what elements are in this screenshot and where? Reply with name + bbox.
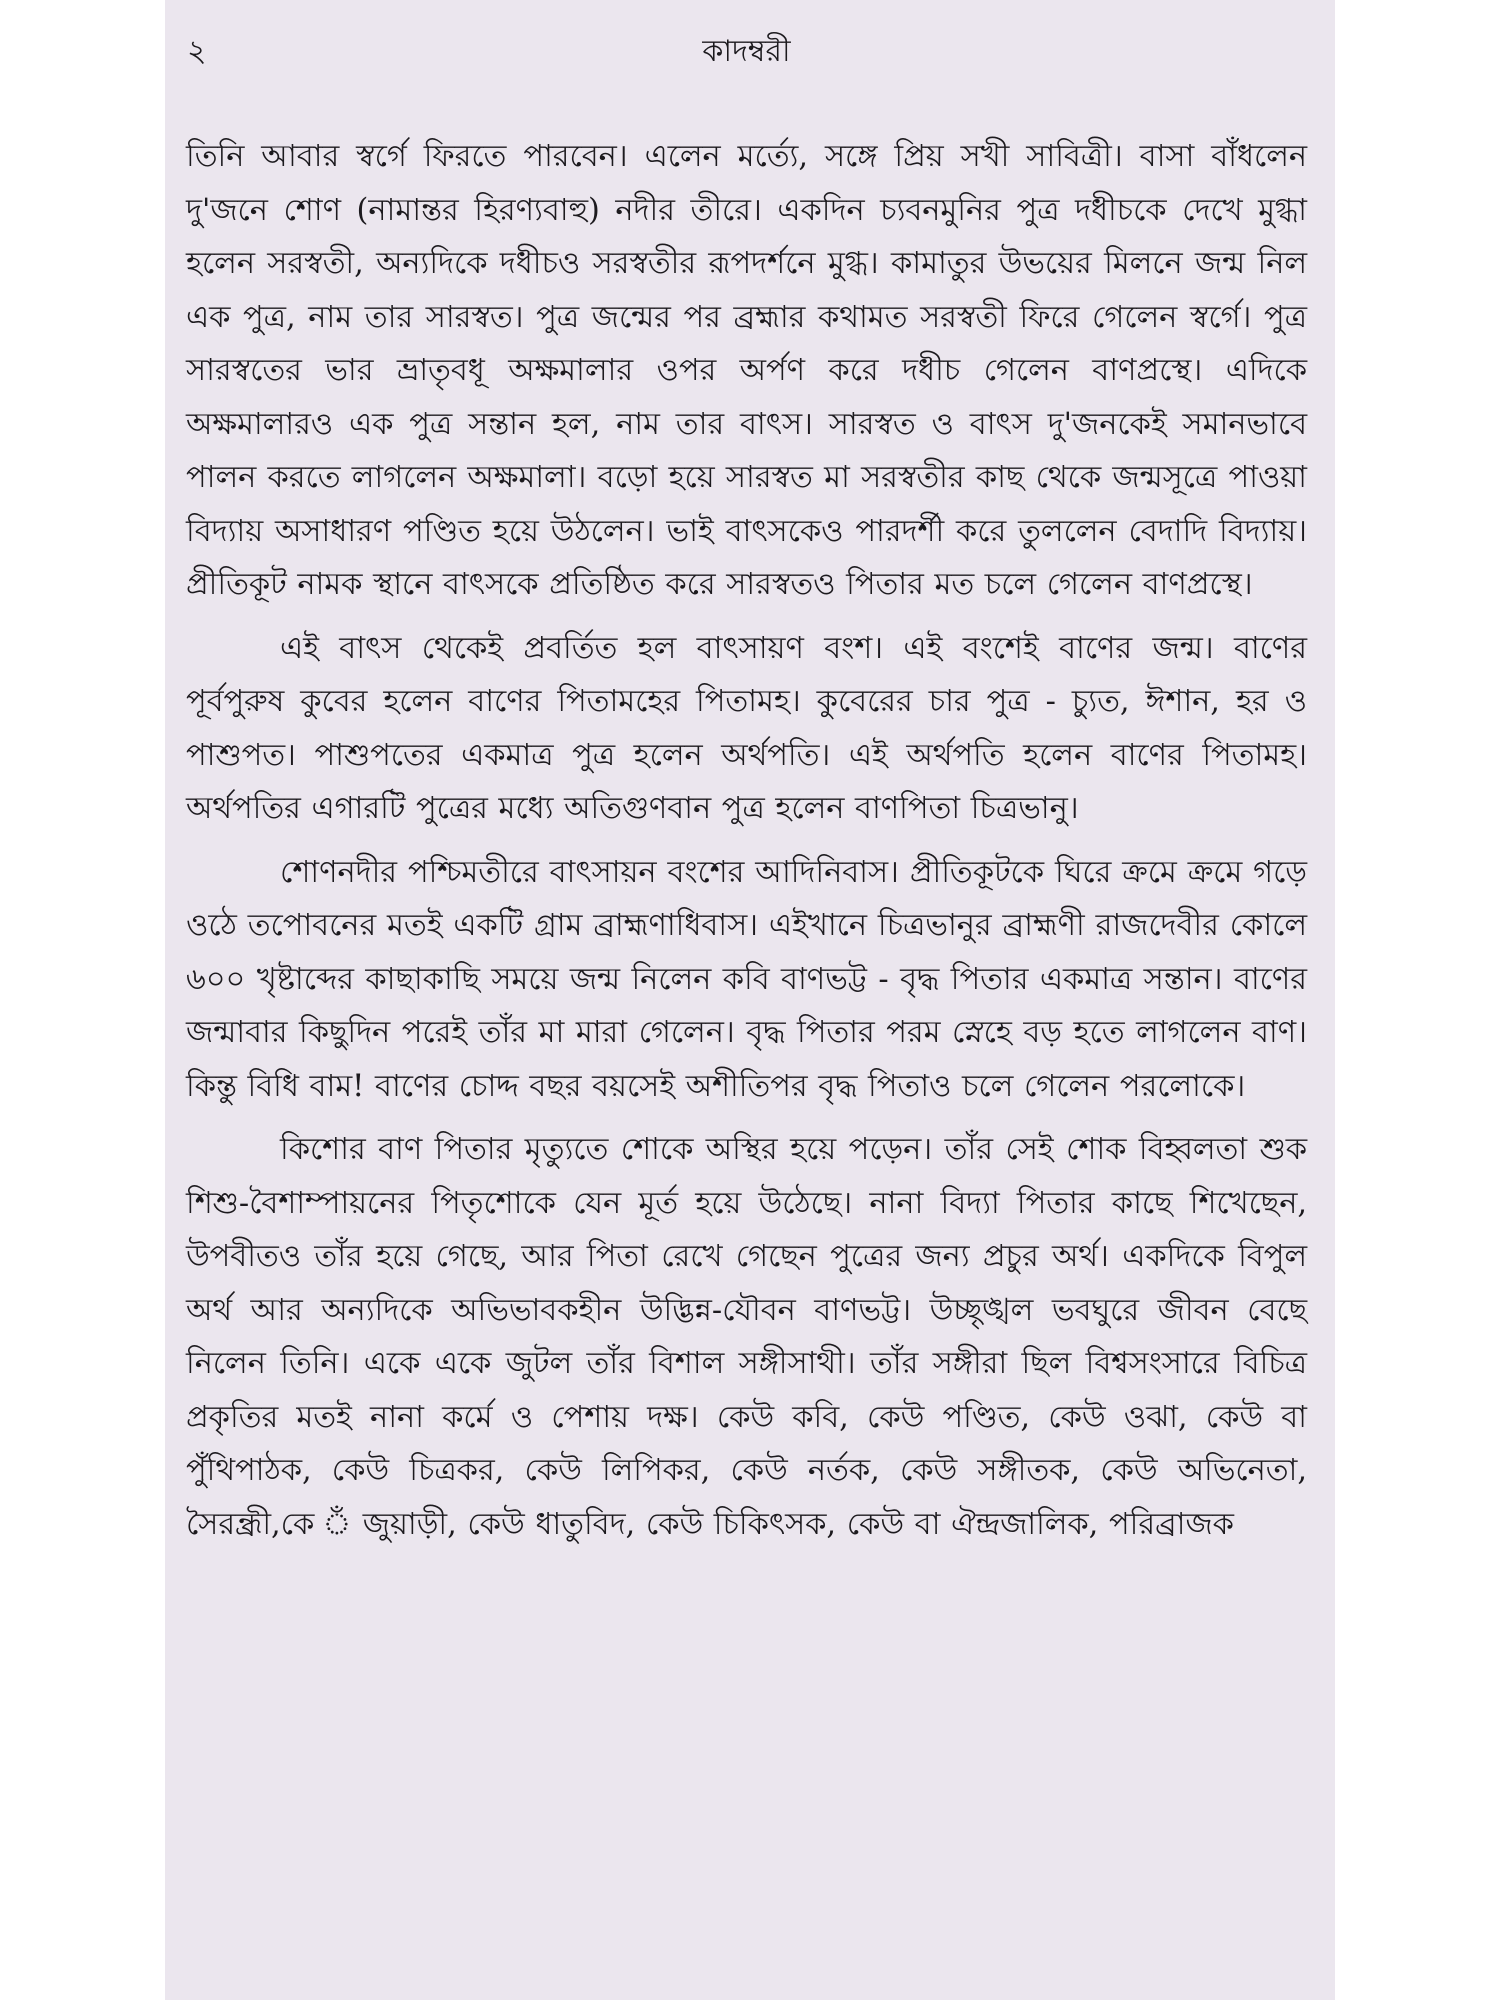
page-header: [186, 32, 1307, 72]
paragraph-2: এই বাৎস থেকেই প্রবর্তিত হল বাৎসায়ণ বংশ। এই বংশেই বাণের জন্ম। বাণের পূর্বপুরুষ কুবের হলেন বাণের পিতামহের পিতামহ। কুবেরের চার পুত্র - চ্যুত, ঈশান, হর ও পাশুপত। পাশুপতের একমাত্র পুত্র হলেন অর্থপতি। এই অর্থপতি হলেন বাণের পিতামহ। অর্থপতির এগারটি পুত্রের মধ্যে অতিগুণবান পুত্র হলেন বাণপিতা চিত্রভানু।: [186, 630, 1307, 826]
paragraph-4: কিশোর বাণ পিতার মৃত্যুতে শোকে অস্থির হয়ে পড়েন। তাঁর সেই শোক বিহ্বলতা শুক শিশু-বৈশাম্পায়নের পিতৃশোকে যেন মূর্ত হয়ে উঠেছে। নানা বিদ্যা পিতার কাছে শিখেছেন, উপবীতও তাঁর হয়ে গেছে, আর পিতা রেখে গেছেন পুত্রের জন্য প্রচুর অর্থ। একদিকে বিপুল অর্থ আর অন্যদিকে অভিভাবকহীন উদ্ভিন্ন-যৌবন বাণভট্ট। উচ্ছৃঙ্খল ভবঘুরে জীবন বেছে নিলেন তিনি। একে একে জুটল তাঁর বিশাল সঙ্গীসাথী। তাঁর সঙ্গীরা ছিল বিশ্বসংসারে বিচিত্র প্রকৃতির মতই নানা কর্মে ও পেশায় দক্ষ। কেউ কবি, কেউ পণ্ডিত, কেউ ওঝা, কেউ বা পুঁথিপাঠক, কেউ চিত্রকর, কেউ লিপিকর, কেউ নর্তক, কেউ সঙ্গীতক, কেউ অভিনেতা, সৈরন্ধ্রী,কে ঁ জুয়াড়ী, কেউ ধাতুবিদ, কেউ চিকিৎসক, কেউ বা ঐন্দ্রজালিক, পরিব্রাজক: [186, 1132, 1307, 1542]
paragraph-3: শোণনদীর পশ্চিমতীরে বাৎসায়ন বংশের আদিনিবাস। প্রীতিকূটকে ঘিরে ক্রমে ক্রমে গড়ে ওঠে তপোবনের মতই একটি গ্রাম ব্রাহ্মণাধিবাস। এইখানে চিত্রভানুর ব্রাহ্মণী রাজদেবীর কোলে ৬০০ খৃষ্টাব্দের কাছাকাছি সময়ে জন্ম নিলেন কবি বাণভট্ট - বৃদ্ধ পিতার একমাত্র সন্তান। বাণের জন্মাবার কিছুদিন পরেই তাঁর মা মারা গেলেন। বৃদ্ধ পিতার পরম স্নেহে বড় হতে লাগলেন বাণ। কিন্তু বিধি বাম! বাণের চোদ্দ বছর বয়সেই অশীতিপর বৃদ্ধ পিতাও চলে গেলেন পরলোকে।: [186, 854, 1307, 1104]
page-number: ২: [187, 34, 207, 69]
book-page: [165, 0, 1335, 2000]
paragraph-1: তিনি আবার স্বর্গে ফিরতে পারবেন। এলেন মর্ত্যে, সঙ্গে প্রিয় সখী সাবিত্রী। বাসা বাঁধলেন দু'জনে শোণ (নামান্তর হিরণ্যবাহু) নদীর তীরে। একদিন চ্যবনমুনির পুত্র দধীচকে দেখে মুগ্ধা হলেন সরস্বতী, অন্যদিকে দধীচও সরস্বতীর রূপদর্শনে মুগ্ধ। কামাতুর উভয়ের মিলনে জন্ম নিল এক পুত্র, নাম তার সারস্বত। পুত্র জন্মের পর ব্রহ্মার কথামত সরস্বতী ফিরে গেলেন স্বর্গে। পুত্র সারস্বতের ভার ভ্রাতৃবধূ অক্ষমালার ওপর অর্পণ করে দধীচ গেলেন বাণপ্রস্থে। এদিকে অক্ষমালারও এক পুত্র সন্তান হল, নাম তার বাৎস। সারস্বত ও বাৎস দু'জনকেই সমানভাবে পালন করতে লাগলেন অক্ষমালা। বড়ো হয়ে সারস্বত মা সরস্বতীর কাছ থেকে জন্মসূত্রে পাওয়া বিদ্যায় অসাধারণ পণ্ডিত হয়ে উঠলেন। ভাই বাৎসকেও পারদর্শী করে তুললেন বেদাদি বিদ্যায়। প্রীতিকূট নামক স্থানে বাৎসকে প্রতিষ্ঠিত করে সারস্বতও পিতার মত চলে গেলেন বাণপ্রস্থে।: [186, 139, 1307, 602]
running-title: কাদম্বরী: [702, 34, 791, 69]
